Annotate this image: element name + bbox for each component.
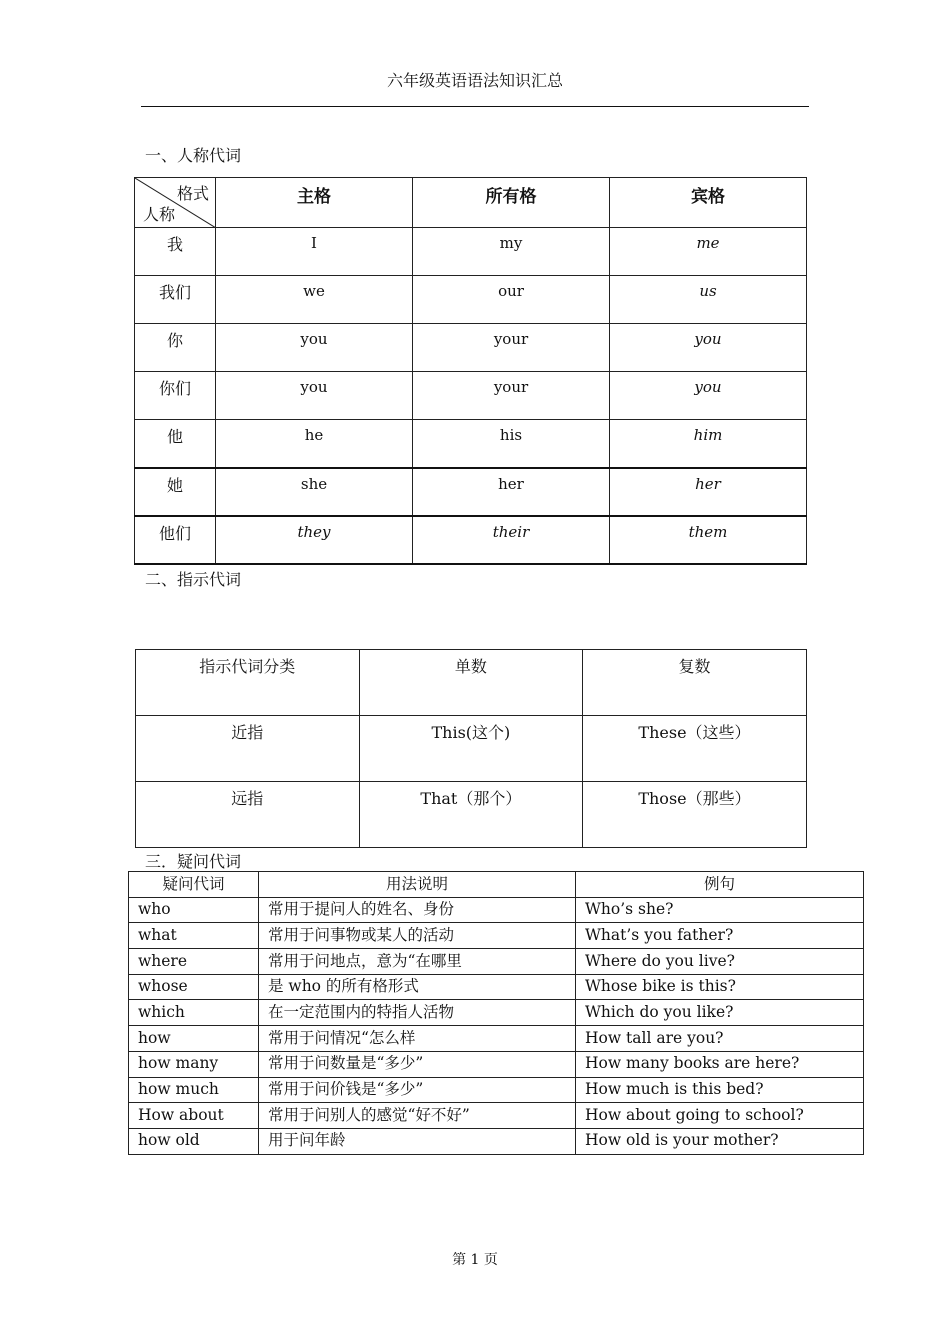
possessive-cell: our: [413, 276, 610, 324]
possessive-cell: your: [413, 324, 610, 372]
table-row: [135, 468, 807, 516]
table-row: [135, 276, 807, 324]
possessive-cell: my: [413, 228, 610, 276]
table-header-row: [129, 872, 864, 898]
plural-cell: These（这些）: [583, 716, 807, 782]
person-cell: 他: [135, 420, 216, 468]
example-cell: How tall are you?: [576, 1026, 864, 1052]
example-cell: Which do you like?: [576, 1000, 864, 1026]
object-cell: you: [610, 372, 807, 420]
word-cell: how many: [129, 1051, 259, 1077]
possessive-cell: her: [413, 468, 610, 516]
singular-cell: That（那个）: [359, 782, 583, 848]
word-cell: how: [129, 1026, 259, 1052]
table-row: [135, 228, 807, 276]
example-cell: How much is this bed?: [576, 1077, 864, 1103]
table-row: [129, 923, 864, 949]
table-row: [129, 1051, 864, 1077]
object-cell: him: [610, 420, 807, 468]
table-row: [135, 516, 807, 564]
category-cell: 近指: [136, 716, 360, 782]
example-cell: How many books are here?: [576, 1051, 864, 1077]
column-header: 所有格: [413, 178, 610, 228]
table-row: [136, 782, 807, 848]
word-cell: how much: [129, 1077, 259, 1103]
subject-cell: they: [216, 516, 413, 564]
example-cell: Where do you live?: [576, 949, 864, 975]
usage-cell: 常用于问价钱是“多少”: [259, 1077, 576, 1103]
column-header: 宾格: [610, 178, 807, 228]
table-row: [129, 1000, 864, 1026]
subject-cell: you: [216, 324, 413, 372]
person-cell: 我们: [135, 276, 216, 324]
column-header: 指示代词分类: [136, 650, 360, 716]
table-row: [135, 372, 807, 420]
object-cell: us: [610, 276, 807, 324]
possessive-cell: your: [413, 372, 610, 420]
column-header: 用法说明: [259, 872, 576, 898]
usage-cell: 是 who 的所有格形式: [259, 974, 576, 1000]
table-row: [129, 1077, 864, 1103]
corner-label-person: 人称: [143, 205, 176, 224]
table-header-row: [135, 178, 807, 228]
column-header: 疑问代词: [129, 872, 259, 898]
usage-cell: 常用于问事物或某人的活动: [259, 923, 576, 949]
table-row: [129, 897, 864, 923]
section-title-personal-pronouns: 一、人称代词: [145, 146, 242, 165]
table-row: [135, 420, 807, 468]
object-cell: them: [610, 516, 807, 564]
column-header: 例句: [576, 872, 864, 898]
object-cell: me: [610, 228, 807, 276]
word-cell: how old: [129, 1128, 259, 1154]
word-cell: which: [129, 1000, 259, 1026]
usage-cell: 常用于提问人的姓名、身份: [259, 897, 576, 923]
table-row: [129, 974, 864, 1000]
example-cell: How about going to school?: [576, 1103, 864, 1129]
person-cell: 你: [135, 324, 216, 372]
example-cell: Who’s she?: [576, 897, 864, 923]
subject-cell: you: [216, 372, 413, 420]
column-header: 单数: [359, 650, 583, 716]
example-cell: What’s you father?: [576, 923, 864, 949]
table-row: [135, 324, 807, 372]
usage-cell: 常用于问情况“怎么样: [259, 1026, 576, 1052]
section-title-demonstrative-pronouns: 二、指示代词: [145, 570, 242, 589]
table-row: [129, 949, 864, 975]
possessive-cell: their: [413, 516, 610, 564]
subject-cell: he: [216, 420, 413, 468]
example-cell: How old is your mother?: [576, 1128, 864, 1154]
table-row: [136, 716, 807, 782]
personal-pronoun-table: [134, 177, 807, 565]
usage-cell: 常用于问别人的感觉“好不好”: [259, 1103, 576, 1129]
subject-cell: I: [216, 228, 413, 276]
subject-cell: we: [216, 276, 413, 324]
column-header: 主格: [216, 178, 413, 228]
word-cell: what: [129, 923, 259, 949]
diagonal-header-cell: [135, 178, 216, 228]
corner-label-format: 格式: [176, 184, 209, 203]
word-cell: who: [129, 897, 259, 923]
column-header: 复数: [583, 650, 807, 716]
table-row: [129, 1103, 864, 1129]
word-cell: How about: [129, 1103, 259, 1129]
usage-cell: 常用于问数量是“多少”: [259, 1051, 576, 1077]
usage-cell: 在一定范围内的特指人活物: [259, 1000, 576, 1026]
person-cell: 你们: [135, 372, 216, 420]
usage-cell: 用于问年龄: [259, 1128, 576, 1154]
header-rule: [141, 106, 809, 107]
page-number: 第 1 页: [452, 1252, 498, 1268]
document-title: 六年级英语语法知识汇总: [386, 71, 563, 90]
singular-cell: This(这个): [359, 716, 583, 782]
table-header-row: [136, 650, 807, 716]
person-cell: 她: [135, 468, 216, 516]
object-cell: you: [610, 324, 807, 372]
subject-cell: she: [216, 468, 413, 516]
table-row: [129, 1128, 864, 1154]
person-cell: 他们: [135, 516, 216, 564]
word-cell: where: [129, 949, 259, 975]
person-cell: 我: [135, 228, 216, 276]
demonstrative-pronoun-table: [135, 649, 807, 848]
interrogative-pronoun-table: [128, 871, 864, 1155]
plural-cell: Those（那些）: [583, 782, 807, 848]
usage-cell: 常用于问地点，意为“在哪里: [259, 949, 576, 975]
section-title-interrogative-pronouns: 三．疑问代词: [145, 852, 242, 871]
category-cell: 远指: [136, 782, 360, 848]
word-cell: whose: [129, 974, 259, 1000]
object-cell: her: [610, 468, 807, 516]
possessive-cell: his: [413, 420, 610, 468]
example-cell: Whose bike is this?: [576, 974, 864, 1000]
table-row: [129, 1026, 864, 1052]
